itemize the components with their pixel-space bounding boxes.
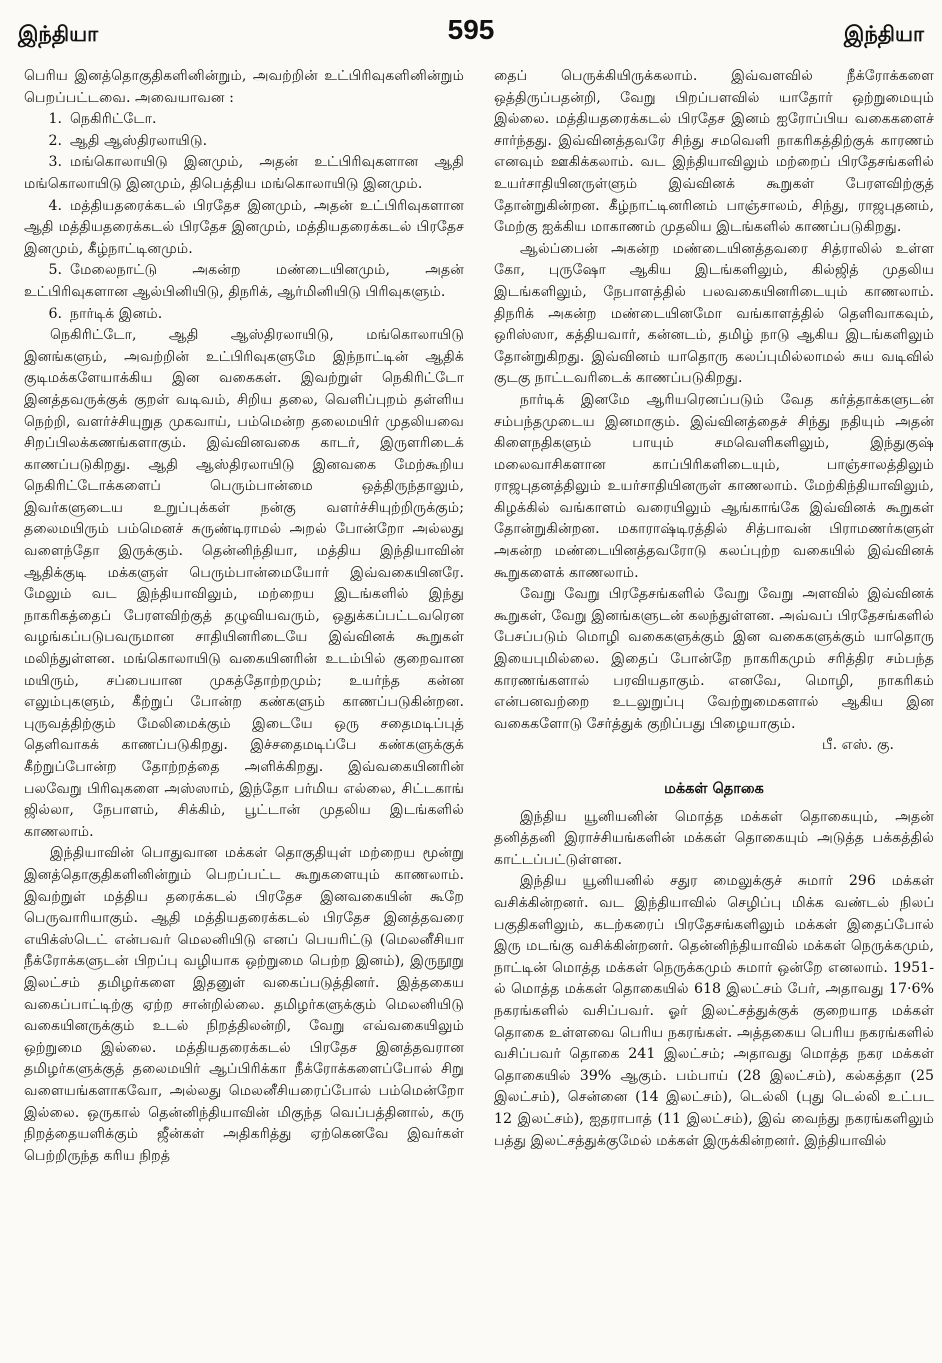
page-header [18, 14, 924, 60]
paragraph: வேறு வேறு பிரதேசங்களில் வேறு வேறு அளவில் இவ்வினக் கூறுகள், வேறு இனங்களுடன் கலந்துள்ளன. அவ்வப் பிரதேசங்களில் பேசப்படும் மொழி வகைகளுக்கும் இன வகைகளுக்கும் யாதொரு இயைபுமில்லை. இதைப் போன்றே நாகரிகமும் சரித்திர சம்பந்த காரணங்களால் பரவியதாகும். எனவே, மொழி, நாகரிகம் என்பனவற்றை உடலுறுப்பு வேற்றுமைகளால் ஆகிய இன வகைகளோடு சேர்த்துக் குறிப்பது பிழையாகும். [494, 586, 934, 732]
left-column [24, 66, 464, 1356]
paragraph: இந்திய யூனியனில் சதுர மைலுக்குச் சுமார் 296 மக்கள் வசிக்கின்றனர். வட இந்தியாவில் செழிப்பு மிக்க வண்டல் நிலப் பகுதிகளிலும், கடற்கரைப் பிரதேசங்களிலும் மக்கள் இதைப்போல் இரு மடங்கு வசிக்கின்றனர். தென்னிந்தியாவில் மக்கள் நெருக்கமும், நாட்டின் மொத்த மக்கள் நெருக்கமும் சுமார் ஒன்றே எனலாம். 1951-ல் மொத்த மக்கள் தொகையில் 618 இலட்சம் பேர், அதாவது 17·6% நகரங்களில் வசிப்பவர். ஓர் இலட்சத்துக்குக் குறையாத மக்கள் தொகை உள்ளவை பெரிய நகரங்கள். அத்தகைய பெரிய நகரங்களில் வசிப்பவர் தொகை 241 இலட்சம்; அதாவது மொத்த நகர மக்கள் தொகையில் 39% ஆகும். பம்பாய் (28 இலட்சம்), கல்கத்தா (25 இலட்சம்), சென்னை (14 இலட்சம்), டெல்லி (புது டெல்லி உட்பட 12 இலட்சம்), ஐதராபாத் (11 இலட்சம்), இவ் வைந்து நகரங்களிலும் பத்து இலட்சத்துக்குமேல் மக்கள் இருக்கின்றனர். இந்தியாவில் [494, 873, 934, 1149]
paragraph: ஆல்ப்பைன் அகன்ற மண்டையினத்தவரை சித்ராலில் உள்ள கோ, புருஷோ ஆகிய இடங்களிலும், கில்ஜித் முதலிய இடங்களிலும், நேபாளத்தில் பலவகையினரிடையும் காணலாம். திநரிக் அகன்ற மண்டையினமோ வங்காளத்தில் தெளிவாகவும், ஒரிஸ்ஸா, கத்தியவார், கன்னடம், தமிழ் நாடு ஆகிய இடங்களிலும் தோன்றுகிறது. இவ்வினம் யாதொரு கலப்புமில்லாமல் சுய வடிவில் குடகு நாட்டவரிடைக் காணப்படுகிறது. [494, 240, 934, 387]
paragraph-continued: தைப் பெருக்கியிருக்கலாம். இவ்வளவில் நீக்ரோக்களை ஒத்திருப்பதன்றி, வேறு பிறப்பளவில் யாதோர் ஒற்றுமையும் இல்லை. மத்தியதரைக்கடல் பிரதேச இனம் ஐரோப்பிய வகைகளைச் சார்ந்தது. இவ்வினத்தவரே சிந்து சமவெளி நாகரிகத்திற்குக் காரணம் எனவும் ஊகிக்கலாம். வட இந்தியாவிலும் மற்றைப் பிரதேசங்களில் உயர்சாதியினருள்ளும் இவ்வினக் கூறுகள் பேரளவிற்குத் தோன்றுகின்றன. கீழ்நாட்டினரினம் பாஞ்சாலம், சிந்து, ராஜபுதனம், மேற்கு ஐக்கிய மாகாணம் முதலிய இடங்களில் காணப்படுகிறது. [494, 68, 934, 236]
list-item: 1. நெகிரிட்டோ. [48, 111, 157, 128]
author-initials: பீ. எஸ். கு. [822, 737, 894, 754]
paragraph: நார்டிக் இனமே ஆரியரெனப்படும் வேத கர்த்தாக்களுடன் சம்பந்தமுடைய இனமாகும். இவ்வினத்தைச் சிந்து நதியும் அதன் கிளைநதிகளும் பாயும் சமவெளிகளிலும், இந்துகுஷ் மலைவாசிகளான காப்பிரிகளிடையும், பாஞ்சாலத்திலும் ராஜபுதனத்திலும் உயர்சாதியினருள் காணலாம். மேற்கிந்தியாவிலும், கிழக்கில் வங்காளம் வரையிலும் ஆங்காங்கே இவ்வினக் கூறுகள் தோன்றுகின்றன. மகாராஷ்டிரத்தில் சித்பாவன் பிராமணர்களுள் அகன்ற மண்டையினத்தவரோடு கலப்புற்ற வகையில் இவ்வினக் கூறுகளைக் காணலாம். [494, 391, 934, 581]
right-column [494, 66, 934, 1356]
paragraph: இந்திய யூனியனின் மொத்த மக்கள் தொகையும், அதன் தனித்தனி இராச்சியங்களின் மக்கள் தொகையும் அடுத்த பக்கத்தில் காட்டப்பட்டுள்ளன. [494, 808, 934, 868]
list-item: 2. ஆதி ஆஸ்திரலாயிடு. [48, 132, 208, 149]
page-number: 595 [447, 14, 495, 45]
list-item: 5. மேலைநாட்டு அகன்ற மண்டையினமும், அதன் உட்பிரிவுகளான ஆல்பினியிடு, திநரிக், ஆர்மினியிடு பிரிவுகளும். [24, 262, 464, 300]
paragraph: இந்தியாவின் பொதுவான மக்கள் தொகுதியுள் மற்றைய மூன்று இனத்தொகுதிகளினின்றும் பெறப்பட்ட கூறுகளையும் காணலாம். இவற்றுள் மத்திய தரைக்கடல் பிரதேச இனவகையின் கூறே பெருவாரியாகும். ஆதி மத்தியதரைக்கடல் பிரதேச இனத்தவரை எயிக்ஸ்டெட் என்பவர் மெலனியிடு எனப் பெயரிட்டு (மெலனீசியா நீக்ரோக்களுடன் பிறப்பு வழியாக ஒற்றுமை பெற்ற இனம்), இருநூறு இலட்சம் தமிழர்களை இதனுள் வகைப்படுத்தினர். இத்தகைய வகைப்பாட்டிற்கு ஏற்ற சான்றில்லை. தமிழர்களுக்கும் மெலனியிடு வகையினருக்கும் உடல் நிறத்திலன்றி, வேறு எவ்வகையிலும் ஒற்றுமை இல்லை. மத்தியதரைக்கடல் பிரதேச இனத்தவரான தமிழர்களுக்குத் தலைமயிர் ஆப்பிரிக்கா நீக்ரோக்களைப்போல் சிறு வளையங்களாகவோ, அல்லது மெலனீசியரைப்போல் பம்மென்றோ இல்லை. ஒருகால் தென்னிந்தியாவின் மிகுந்த வெப்பத்தினால், கரு நிறத்தையளிக்கும் ஜீன்கள் அதிகரித்து ஏற்கெனவே இவர்கள் பெற்றிருந்த கரிய நிறத் [24, 845, 464, 1164]
race-list [24, 109, 464, 325]
running-head-right: இந்தியா [843, 22, 924, 46]
author-signature-row [494, 735, 934, 757]
section-heading: மக்கள் தொகை [664, 781, 764, 797]
list-item: 3. மங்கொலாயிடு இனமும், அதன் உட்பிரிவுகளான ஆதி மங்கொலாயிடு இனமும், திபெத்திய மங்கொலாயிடு இனமும். [24, 154, 464, 192]
paragraph: நெகிரிட்டோ, ஆதி ஆஸ்திரலாயிடு, மங்கொலாயிடு இனங்களும், அவற்றின் உட்பிரிவுகளுமே இந்நாட்டின் ஆதிக் குடிமக்களேயாக்கிய இன வகைகள். இவற்றுள் நெகிரிட்டோ இனத்தவருக்குக் குறள் வடிவம், சிறிய தலை, வெளிப்புறம் தள்ளிய நெற்றி, வளர்ச்சியுறுத முகவாய், பம்மென்ற தலைமயிர் முதலியவை சிறப்பிலக்கணங்களாகும். இவ்வினவகை காடர், இருளரிடைக் காணப்படுகிறது. ஆதி ஆஸ்திரலாயிடு இனவகை மேற்கூறிய நெகிரிட்டோக்களைப் பெரும்பான்மை ஒத்திருந்தாலும், இவர்களுடைய உறுப்புக்கள் நன்கு வளர்ச்சியுற்றிருக்கும்; தலைமயிரும் பம்மெனச் சுருண்டிராமல் அறல் போன்றோ அல்லது வளைந்தோ இருக்கும். தென்னிந்தியா, மத்திய இந்தியாவின் ஆதிக்குடி மக்களுள் பெரும்பான்மையோர் இவ்வகையினரே. மேலும் வட இந்தியாவிலும், மற்றைய இடங்களில் இந்து நாகரிகத்தைப் பேரளவிற்குத் தழுவியவரும், ஒதுக்கப்பட்டவரென வழங்கப்படுபவருமான சாதியினரிடையே இவ்வினக் கூறுகள் மலிந்துள்ளன. மங்கொலாயிடு வகையினரின் உடம்பில் குறைவான மயிரும், சப்பையான முகத்தோற்றமும்; உயர்ந்த கன்ன எலும்புகளும், கீற்றுப் போன்ற கண்களும் காணப்படுகின்றன. புருவத்திற்கும் மேலிமைக்கும் இடையே ஒரு சதைமடிப்புத் தெளிவாகக் காணப்படுகிறது. இச்சதைமடிப்பே கண்களுக்குக் கீற்றுப்போன்ற தோற்றத்தை அளிக்கிறது. இவ்வகையினரின் பலவேறு பிரிவுகளை அஸ்ஸாம், இந்தோ பர்மிய எல்லை, சிட்டகாங் ஜில்லா, நேபாளம், சிக்கிம், பூட்டான் முதலிய இடங்களில் காணலாம். [24, 327, 464, 840]
running-head-left: இந்தியா [18, 22, 99, 46]
paragraph-intro: பெரிய இனத்தொகுதிகளினின்றும், அவற்றின் உட்பிரிவுகளினின்றும் பெறப்பட்டவை. அவையாவன : [24, 68, 464, 106]
list-item: 4. மத்தியதரைக்கடல் பிரதேச இனமும், அதன் உட்பிரிவுகளான ஆதி மத்தியதரைக்கடல் பிரதேச இனமும், மத்தியதரைக்கடல் பிரதேச இனமும், கீழ்நாட்டினமும். [24, 197, 464, 257]
list-item: 6. நார்டிக் இனம். [48, 305, 163, 322]
